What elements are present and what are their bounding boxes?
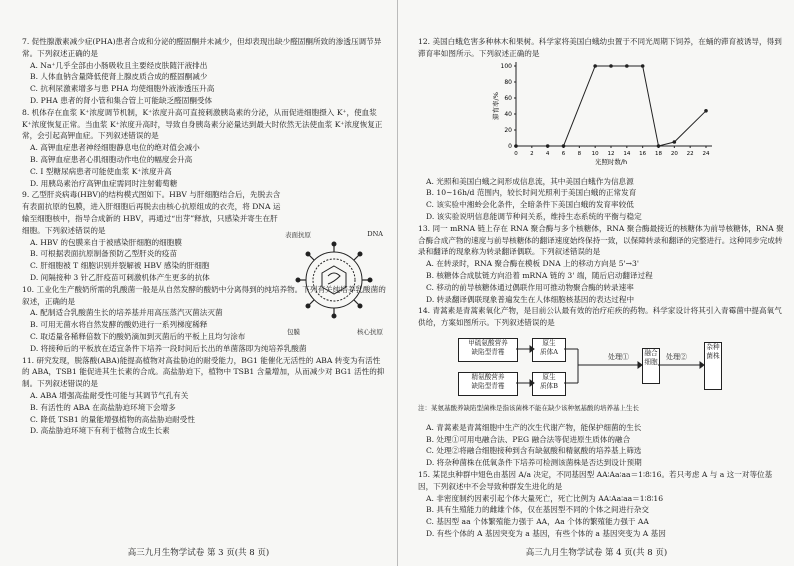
- q13-option: B. 核糖体合成肽链方向沿着 mRNA 链的 3' 端，随后启动翻译过程: [426, 270, 653, 280]
- q10-stem: 10. 工业化生产酸奶所需的乳酸菌一般是从自然发酵的酸奶中分离得到的纯培养物。下列有关纯培养乳酸菌的叙述，正确的是: [22, 284, 386, 306]
- q13-stem: 13. 同一 mRNA 链上存在 RNA 聚合酶与多个核糖体，RNA 聚合酶最接近的核糖体为前导核糖体，RNA 聚合酶合成产物的速度与前导核糖体的翻译速度始终保持一致，以保障转录和翻译的完整进行。这种同步完成转录和翻译的现象称为转录翻译偶联。下列叙述错误的是: [418, 223, 784, 257]
- data-point: [609, 64, 613, 68]
- penicillium-flow-diagram: [458, 336, 758, 416]
- q15-option: D. 有些个体的 A 基因突变为 a 基因，有些个体的 a 基因突变为 A 基因: [426, 528, 666, 538]
- x-tick-label: 4: [545, 151, 550, 157]
- x-axis-label: 光照时数/h: [594, 158, 628, 166]
- q15-option: B. 具有生殖能力的雌雄个体，仅在基因型不同的个体之间进行杂交: [426, 505, 650, 515]
- q10-option: B. 可用无菌水将自然发酵的酸奶进行一系列梯度稀释: [30, 320, 208, 330]
- q8-option: B. 高钾血症患者心肌细胞动作电位的幅度会升高: [30, 154, 193, 164]
- data-point: [514, 144, 518, 148]
- q15-option: C. 基因型 aa 个体繁殖能力强于 AA，Aa 个体的繁殖能力强于 AA: [426, 517, 649, 527]
- x-tick-label: 8: [577, 151, 582, 157]
- label-dna: DNA: [367, 230, 383, 238]
- flow-box-hybrid-strain: 杂种 菌株: [704, 342, 722, 390]
- left-footer: 高三九月生物学试卷 第 3 页(共 8 页): [127, 548, 270, 558]
- q8-option: A. 高钾血症患者神经细胞静息电位的绝对值会减小: [30, 143, 200, 153]
- label-envelope: 包膜: [287, 328, 300, 336]
- y-tick-label: 60: [504, 95, 512, 102]
- flow-box-met-strain: 甲硫氨酸营养 缺陷型青霉: [458, 338, 518, 362]
- q12-option: B. 10~16h/d 范围内，较长时间光照利于美国白蛾的正常发育: [426, 188, 637, 198]
- flow-box-fused-cell: 融合 细胞: [642, 348, 660, 384]
- x-tick-label: 24: [702, 151, 710, 157]
- y-axis-label: 滞育率/%: [492, 92, 500, 120]
- x-tick-label: 6: [561, 151, 566, 157]
- flow-box-protoplast-a: 原生 质体A: [532, 338, 566, 362]
- flow-process-1: 处理①: [608, 353, 629, 361]
- diapause-chart-svg: [490, 60, 720, 172]
- right-page: [397, 0, 794, 566]
- q11-option: C. 降低 TSB1 的量能增强植物的高盐胁迫耐受性: [30, 414, 195, 424]
- q12-option: D. 该实验说明信息能调节种间关系，维持生态系统的平衡与稳定: [426, 211, 642, 221]
- q7-option: B. 人体血钠含量降低使肾上腺皮质合成的醛固酮减少: [30, 72, 208, 82]
- q14-option: D. 将杂种菌株在低氧条件下培养可检测该菌株是否达到设计预期: [426, 458, 642, 468]
- q7-option: C. 抗利尿激素增多与患 PHA 均使细胞外液渗透压升高: [30, 84, 215, 94]
- q8-option: C. I 型糖尿病患者可能使血浆 K⁺浓度升高: [30, 166, 172, 176]
- q15-stem: 15. 某昆虫种群中翅色由基因 A/a 决定，不同基因型 AA∶Aa∶aa＝1∶8∶16。若只考虑 A 与 a 这一对等位基因，下列叙述中不会导致种群发生进化的是: [418, 469, 773, 491]
- data-point: [546, 144, 550, 148]
- diapause-chart: [490, 60, 720, 172]
- q15-option: A. 非密度制约因素引起个体大量死亡，死亡比例为 AA∶Aa∶aa＝1∶8∶16: [426, 493, 664, 503]
- q10-option: A. 配制适合乳酸菌生长的培养基并用高压蒸汽灭菌法灭菌: [30, 308, 223, 318]
- x-tick-label: 20: [670, 151, 678, 157]
- data-point: [657, 144, 661, 148]
- flow-box-protoplast-b: 原生 质体B: [532, 372, 566, 396]
- y-tick-label: 20: [504, 127, 512, 134]
- q9-option: B. 可根据表面抗原制备预防乙型肝炎的疫苗: [30, 249, 178, 259]
- data-point: [641, 64, 645, 68]
- data-point: [562, 144, 566, 148]
- x-tick-label: 22: [686, 151, 694, 157]
- x-tick-label: 14: [623, 151, 631, 157]
- q11-stem: 11. 研究发现，脱落酸(ABA)能提高植物对高盐胁迫的耐受能力，BG1 能催化无活性的 ABA 转变为有活性的 ABA，TSB1 能促进其生长素的合成。高盐胁迫下，植物中 TSB1 含量增加，从而减少对 BG1 活性的抑制。下列叙述错误的是: [22, 355, 385, 389]
- q14-option: B. 处理①可用电融合法、PEG 融合法等促进原生质体的融合: [426, 434, 631, 444]
- y-tick-label: 100: [500, 63, 512, 70]
- label-surface-antigen: 表面抗原: [285, 231, 311, 239]
- q12-option: C. 该实验中湘蛉会化条件，全暗条件下美国白蛾的发育率较低: [426, 200, 634, 210]
- x-tick-label: 16: [639, 151, 647, 157]
- right-footer: 高三九月生物学试卷 第 4 页(共 8 页): [525, 548, 668, 558]
- q11-option: A. ABA 增强高盐耐受性可能与其调节气孔有关: [30, 390, 189, 400]
- q14-note: 注：某氨基酸养缺陷型菌株是指该菌株不能在缺少该种氨基酸的培养基上生长: [418, 404, 639, 413]
- q11-option: B. 有活性的 ABA 在高盐胁迫环境下会增多: [30, 402, 176, 412]
- q7-option: D. PHA 患者的肾小管和集合管上可能缺乏醛固酮受体: [30, 95, 213, 105]
- data-point: [673, 140, 677, 144]
- q11-option: D. 高盐胁迫环境下有利于植物合成生长素: [30, 426, 170, 436]
- y-tick-label: 40: [504, 111, 512, 118]
- label-core-antigen: 核心抗原: [357, 328, 383, 336]
- q12-option: A. 光照和美国白蛾之间形成信息流，其中美国白蛾作为信息源: [426, 176, 634, 186]
- x-tick-label: 0: [514, 151, 518, 157]
- q14-option: C. 处理②将融合细胞接种到含有缺氨酸和精氨酸的培养基上筛选: [426, 446, 642, 456]
- flow-arrows: [458, 336, 758, 416]
- hbv-diagram: [285, 230, 383, 336]
- q9-option: D. 间隔接种 3 针乙肝疫苗可刺激机体产生更多的抗体: [30, 272, 210, 282]
- q14-option: A. 青蒿素是青蒿细胞中生产的次生代谢产物，能保护细菌的生长: [426, 422, 642, 432]
- flow-process-2: 处理②: [666, 353, 687, 361]
- q14-stem: 14. 青蒿素是青蒿素氧化产物，是目前公认最有效的治疗疟疾的药物。科学家设计将其引入青霉菌中提高氧气供给，方案如图所示。下列叙述错误的是: [418, 306, 782, 328]
- q13-option: A. 在转录时，RNA 聚合酶在模板 DNA 上的移动方向是 5'→3': [426, 259, 639, 269]
- y-tick-label: 0: [508, 143, 512, 150]
- q7-option: A. Na⁺几乎全部由小肠吸收且主要经皮肤随汗液排出: [30, 60, 208, 70]
- data-point: [704, 109, 708, 113]
- q9-option: C. 肝细胞被 T 细胞识别并裂解被 HBV 感染的肝细胞: [30, 261, 210, 271]
- q8-stem: 8. 机体存在血浆 K⁺浓度调节机制，K⁺浓度升高可直接刺激胰岛素的分泌，从而促进细胞摄入 K⁺，使血浆 K⁺浓度恢复正常。当血浆 K⁺浓度升高时，导致自身胰岛素分泌量达到最大时依然无法使血浆 K⁺浓度恢复正常，会引起高钾血症。下列叙述错误的是: [22, 107, 383, 141]
- x-tick-label: 2: [530, 151, 534, 157]
- q10-option: D. 将接种后的平板放在适宜条件下培养一段时间后长出的单菌落即为纯培养乳酸菌: [30, 343, 307, 353]
- q10-option: C. 取适量各稀释倍数下的酸奶滴加到灭菌后的平板上且均匀涂布: [30, 331, 246, 341]
- q8-option: D. 用胰岛素治疗高钾血症需同时注射葡萄糖: [30, 178, 178, 188]
- x-tick-label: 18: [655, 151, 662, 157]
- q9-option: A. HBV 的包膜来自于被感染肝细胞的细胞膜: [30, 237, 182, 247]
- data-point: [625, 64, 629, 68]
- x-tick-label: 12: [607, 151, 615, 157]
- hbv-virus-icon: [285, 230, 383, 326]
- q7-stem: 7. 促性腺激素减少症(PHA)患者合成和分泌的醛固酮并未减少，但却表现出缺少醛固酮所致的渗透压调节异常。下列叙述正确的是: [22, 37, 382, 58]
- q13-option: C. 移动的前导核糖体通过偶联作用可推动物聚合酶的转录速率: [426, 282, 634, 292]
- q9-stem: 9. 乙型肝炎病毒(HBV)的结构模式图如下。HBV 与肝细胞结合后，先脱去含有表面抗原的包膜，进入肝细胞后再脱去由核心抗原组成的衣壳，将 DNA 运输至细胞核中，指导合成新的 HBV，再通过“出芽”释放，只感染并寄生在肝细胞。下列叙述错误的是: [22, 190, 281, 235]
- data-point: [593, 64, 597, 68]
- flow-box-arg-strain: 精氨酸营养 缺陷型青霉: [458, 372, 518, 396]
- q12-stem: 12. 美国白蛾危害多种林木和果树。科学家将美国白蛾幼虫置于不同光周期下饲养，在蛹的滞育被诱导，得到滞育率如图所示。下列叙述正确的是: [418, 37, 782, 58]
- x-tick-label: 10: [591, 151, 599, 157]
- diapause-series-line: [516, 66, 706, 146]
- y-tick-label: 80: [504, 79, 512, 86]
- q13-option: D. 转录翻译偶联现象普遍发生在人体细胞核基因的表达过程中: [426, 294, 635, 304]
